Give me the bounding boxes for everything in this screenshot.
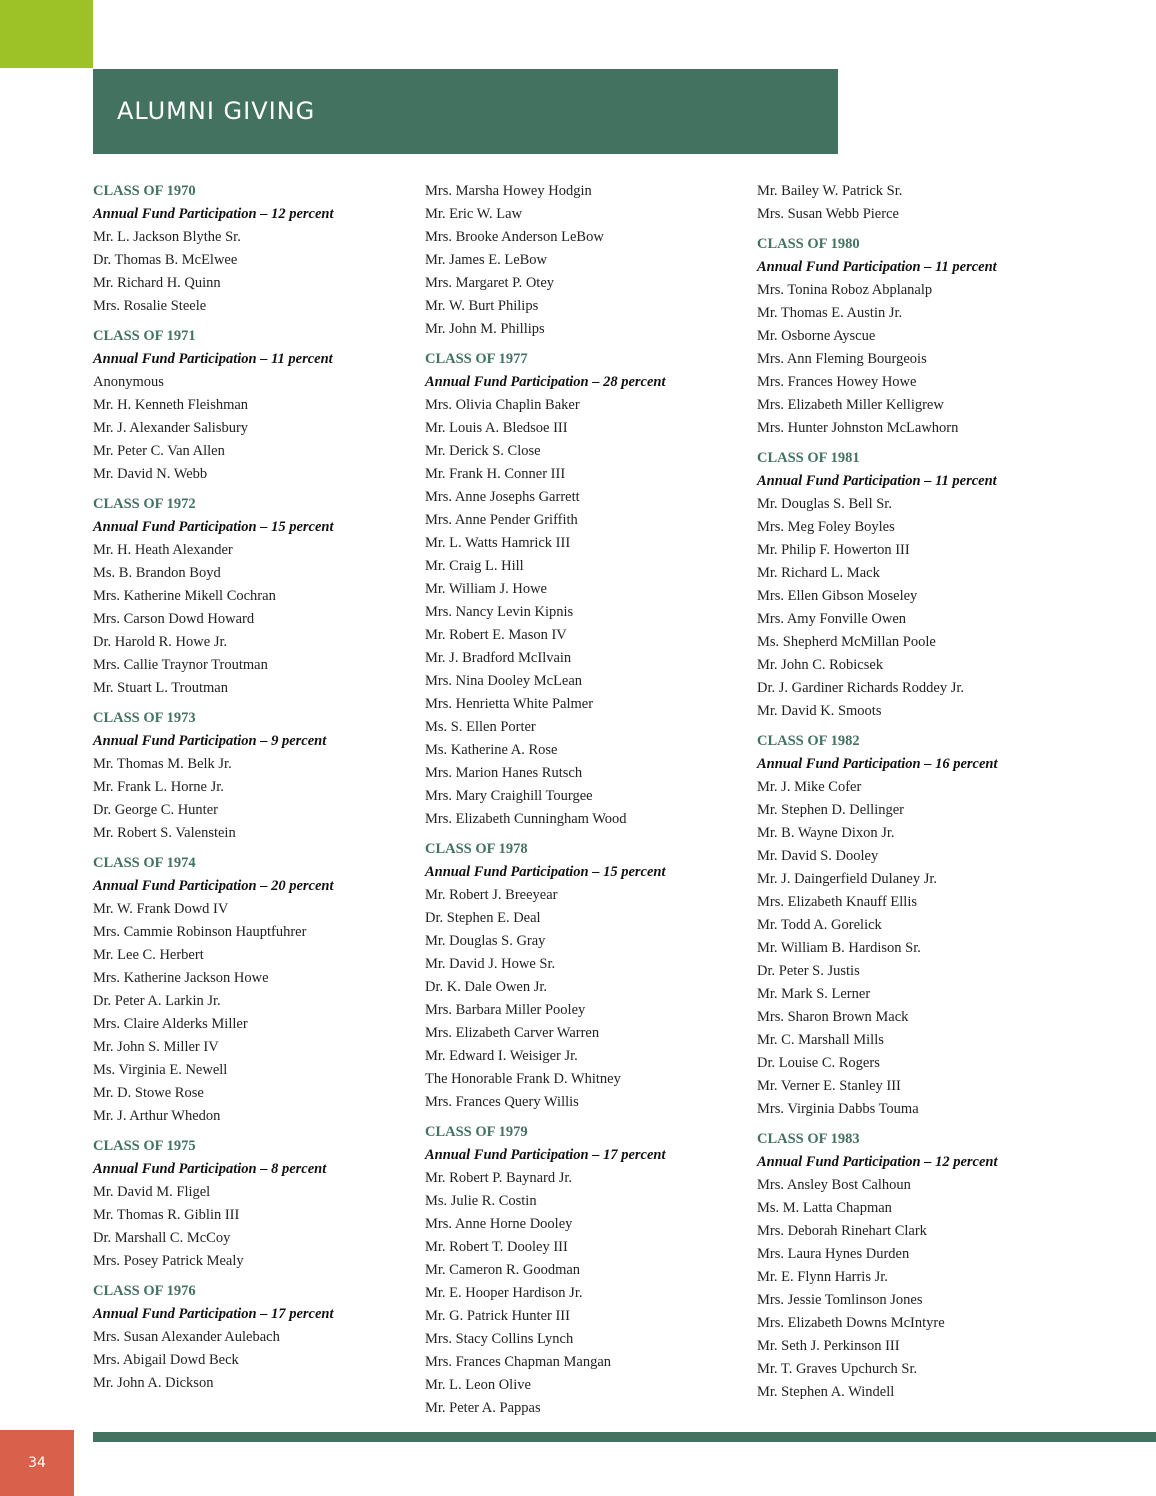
donor-name: Mr. Osborne Ayscue	[757, 328, 876, 344]
donor-name: Dr. Harold R. Howe Jr.	[93, 634, 228, 650]
class-block	[93, 493, 413, 700]
class-heading: CLASS OF 1976	[93, 1283, 196, 1299]
donor-name: Ms. Katherine A. Rose	[425, 742, 558, 758]
donor-name: Mr. H. Heath Alexander	[93, 542, 233, 558]
donor-name: Mrs. Jessie Tomlinson Jones	[757, 1292, 923, 1308]
corner-accent-block	[0, 0, 93, 68]
donor-name: Mrs. Cammie Robinson Hauptfuhrer	[93, 924, 307, 940]
donor-name: Mrs. Katherine Mikell Cochran	[93, 588, 276, 604]
donor-name: Dr. Marshall C. McCoy	[93, 1230, 231, 1246]
donor-name: Mrs. Mary Craighill Tourgee	[425, 788, 593, 804]
column-1	[93, 180, 413, 1402]
donor-name: Mrs. Elizabeth Knauff Ellis	[757, 894, 918, 910]
donor-name: Mrs. Susan Alexander Aulebach	[93, 1329, 280, 1345]
donor-name: Mr. D. Stowe Rose	[93, 1085, 204, 1101]
class-block	[757, 233, 1077, 440]
donor-name: Mr. John C. Robicsek	[757, 657, 884, 673]
donor-name: Mr. Robert S. Valenstein	[93, 825, 236, 841]
donor-name: Dr. Peter A. Larkin Jr.	[93, 993, 221, 1009]
donor-name: Mr. H. Kenneth Fleishman	[93, 397, 249, 413]
donor-name: Dr. Peter S. Justis	[757, 963, 860, 979]
donor-name: Mr. B. Wayne Dixon Jr.	[757, 825, 895, 841]
donor-name: Mrs. Elizabeth Carver Warren	[425, 1025, 600, 1041]
class-block	[93, 1280, 413, 1395]
donor-name: Mrs. Frances Query Willis	[425, 1094, 579, 1110]
class-heading: CLASS OF 1974	[93, 855, 196, 871]
donor-name: Mr. Mark S. Lerner	[757, 986, 871, 1002]
donor-name: Mr. Cameron R. Goodman	[425, 1262, 581, 1278]
donor-name: Mr. Peter C. Van Allen	[93, 443, 225, 459]
donor-name: The Honorable Frank D. Whitney	[425, 1071, 621, 1087]
donor-name: Mr. Frank H. Conner III	[425, 466, 566, 482]
class-heading: CLASS OF 1972	[93, 496, 196, 512]
donor-name: Ms. Shepherd McMillan Poole	[757, 634, 936, 650]
class-heading: CLASS OF 1980	[757, 236, 860, 252]
donor-name: Mr. William B. Hardison Sr.	[757, 940, 921, 956]
donor-name: Mr. Philip F. Howerton III	[757, 542, 910, 558]
class-heading: CLASS OF 1973	[93, 710, 196, 726]
donor-name: Mrs. Tonina Roboz Abplanalp	[757, 282, 933, 298]
class-heading: CLASS OF 1983	[757, 1131, 860, 1147]
donor-name: Mr. Bailey W. Patrick Sr.	[757, 183, 903, 199]
donor-name: Mrs. Deborah Rinehart Clark	[757, 1223, 927, 1239]
donor-name: Mr. Todd A. Gorelick	[757, 917, 882, 933]
donor-name: Mr. John M. Phillips	[425, 321, 545, 337]
column-2	[425, 180, 745, 1427]
donor-name: Mr. Richard H. Quinn	[93, 275, 221, 291]
donor-name: Mrs. Ann Fleming Bourgeois	[757, 351, 927, 367]
participation-rate: Annual Fund Participation – 12 percent	[93, 206, 334, 222]
class-heading: CLASS OF 1975	[93, 1138, 196, 1154]
participation-rate: Annual Fund Participation – 28 percent	[425, 374, 666, 390]
donor-name: Ms. M. Latta Chapman	[757, 1200, 892, 1216]
donor-name: Mr. James E. LeBow	[425, 252, 548, 268]
donor-name: Mr. John A. Dickson	[93, 1375, 214, 1391]
donor-name: Mrs. Meg Foley Boyles	[757, 519, 895, 535]
class-heading: CLASS OF 1971	[93, 328, 196, 344]
donor-name: Mrs. Elizabeth Cunningham Wood	[425, 811, 627, 827]
donor-name: Mrs. Margaret P. Otey	[425, 275, 555, 291]
donor-name: Mrs. Anne Pender Griffith	[425, 512, 578, 528]
class-heading: CLASS OF 1982	[757, 733, 860, 749]
donor-name: Mrs. Katherine Jackson Howe	[93, 970, 269, 986]
participation-rate: Annual Fund Participation – 8 percent	[93, 1161, 327, 1177]
donor-name: Mrs. Virginia Dabbs Touma	[757, 1101, 919, 1117]
class-block	[425, 180, 745, 341]
donor-name: Mr. Verner E. Stanley III	[757, 1078, 901, 1094]
donor-name: Ms. Virginia E. Newell	[93, 1062, 228, 1078]
column-3	[757, 180, 1077, 1411]
donor-name: Mr. Craig L. Hill	[425, 558, 524, 574]
class-block	[425, 838, 745, 1114]
donor-name: Mrs. Elizabeth Miller Kelligrew	[757, 397, 944, 413]
donor-name: Ms. B. Brandon Boyd	[93, 565, 221, 581]
class-block	[93, 852, 413, 1128]
donor-name: Mrs. Ellen Gibson Moseley	[757, 588, 918, 604]
donor-name: Mrs. Rosalie Steele	[93, 298, 207, 314]
donor-name: Mrs. Marion Hanes Rutsch	[425, 765, 583, 781]
class-block	[425, 1121, 745, 1420]
class-heading: CLASS OF 1977	[425, 351, 528, 367]
participation-rate: Annual Fund Participation – 9 percent	[93, 733, 327, 749]
donor-name: Mr. Seth J. Perkinson III	[757, 1338, 900, 1354]
donor-name: Mr. J. Alexander Salisbury	[93, 420, 249, 436]
donor-name: Mrs. Olivia Chaplin Baker	[425, 397, 580, 413]
donor-name: Mr. Robert E. Mason IV	[425, 627, 567, 643]
participation-rate: Annual Fund Participation – 15 percent	[93, 519, 334, 535]
donor-name: Mrs. Nina Dooley McLean	[425, 673, 583, 689]
donor-name: Mr. Eric W. Law	[425, 206, 523, 222]
class-heading: CLASS OF 1979	[425, 1124, 528, 1140]
donor-name: Mr. Thomas M. Belk Jr.	[93, 756, 232, 772]
donor-name: Mr. T. Graves Upchurch Sr.	[757, 1361, 918, 1377]
donor-name: Mrs. Laura Hynes Durden	[757, 1246, 910, 1262]
donor-name: Mrs. Barbara Miller Pooley	[425, 1002, 586, 1018]
donor-name: Mr. Thomas R. Giblin III	[93, 1207, 240, 1223]
donor-name: Dr. Louise C. Rogers	[757, 1055, 880, 1071]
participation-rate: Annual Fund Participation – 15 percent	[425, 864, 666, 880]
donor-name: Mrs. Nancy Levin Kipnis	[425, 604, 574, 620]
donor-name: Mr. W. Frank Dowd IV	[93, 901, 229, 917]
donor-name: Dr. J. Gardiner Richards Roddey Jr.	[757, 680, 964, 696]
class-block	[93, 325, 413, 486]
donor-name: Mrs. Claire Alderks Miller	[93, 1016, 248, 1032]
donor-name: Mr. Robert P. Baynard Jr.	[425, 1170, 573, 1186]
donor-name: Mr. David K. Smoots	[757, 703, 882, 719]
class-heading: CLASS OF 1981	[757, 450, 860, 466]
class-block	[93, 1135, 413, 1273]
participation-rate: Annual Fund Participation – 16 percent	[757, 756, 998, 772]
donor-name: Mr. David S. Dooley	[757, 848, 879, 864]
donor-name: Mrs. Sharon Brown Mack	[757, 1009, 909, 1025]
class-block	[757, 447, 1077, 723]
class-block	[93, 707, 413, 845]
donor-name: Mr. Douglas S. Gray	[425, 933, 546, 949]
donor-name: Mrs. Frances Howey Howe	[757, 374, 917, 390]
donor-name: Mrs. Hunter Johnston McLawhorn	[757, 420, 959, 436]
participation-rate: Annual Fund Participation – 17 percent	[425, 1147, 666, 1163]
donor-name: Mrs. Henrietta White Palmer	[425, 696, 594, 712]
donor-name: Mr. David N. Webb	[93, 466, 208, 482]
donor-name: Mr. E. Flynn Harris Jr.	[757, 1269, 888, 1285]
participation-rate: Annual Fund Participation – 17 percent	[93, 1306, 334, 1322]
donor-name: Mr. W. Burt Philips	[425, 298, 539, 314]
donor-name: Mr. L. Jackson Blythe Sr.	[93, 229, 241, 245]
participation-rate: Annual Fund Participation – 11 percent	[757, 473, 997, 489]
class-block	[93, 180, 413, 318]
donor-name: Mrs. Brooke Anderson LeBow	[425, 229, 604, 245]
donor-name: Mr. Stuart L. Troutman	[93, 680, 228, 696]
donor-name: Mr. Edward I. Weisiger Jr.	[425, 1048, 578, 1064]
participation-rate: Annual Fund Participation – 11 percent	[757, 259, 997, 275]
donor-name: Mrs. Frances Chapman Mangan	[425, 1354, 612, 1370]
donor-name: Mrs. Anne Horne Dooley	[425, 1216, 573, 1232]
donor-name: Dr. Thomas B. McElwee	[93, 252, 238, 268]
donor-name: Mr. E. Hooper Hardison Jr.	[425, 1285, 583, 1301]
donor-name: Mr. Lee C. Herbert	[93, 947, 204, 963]
donor-name: Mr. John S. Miller IV	[93, 1039, 219, 1055]
donor-name: Mrs. Callie Traynor Troutman	[93, 657, 268, 673]
donor-name: Mrs. Marsha Howey Hodgin	[425, 183, 592, 199]
donor-name: Mrs. Anne Josephs Garrett	[425, 489, 580, 505]
donor-name: Mr. William J. Howe	[425, 581, 547, 597]
donor-name: Mrs. Stacy Collins Lynch	[425, 1331, 574, 1347]
donor-name: Mr. Louis A. Bledsoe III	[425, 420, 568, 436]
footer-rule	[93, 1432, 1156, 1442]
participation-rate: Annual Fund Participation – 11 percent	[93, 351, 333, 367]
page-title: ALUMNI GIVING	[117, 97, 316, 125]
section-title-bar	[93, 69, 838, 154]
donor-name: Mr. Stephen A. Windell	[757, 1384, 895, 1400]
donor-name: Mr. Robert T. Dooley III	[425, 1239, 568, 1255]
class-block	[425, 348, 745, 831]
donor-name: Mr. Douglas S. Bell Sr.	[757, 496, 892, 512]
page-number: 34	[0, 1430, 74, 1496]
donor-name: Mrs. Susan Webb Pierce	[757, 206, 899, 222]
donor-name: Mr. Robert J. Breeyear	[425, 887, 558, 903]
class-block	[757, 730, 1077, 1121]
class-block	[757, 1128, 1077, 1404]
donor-name: Ms. Julie R. Costin	[425, 1193, 537, 1209]
donor-name: Mr. L. Leon Olive	[425, 1377, 531, 1393]
donor-name: Mr. David J. Howe Sr.	[425, 956, 556, 972]
donor-name: Mr. Thomas E. Austin Jr.	[757, 305, 903, 321]
participation-rate: Annual Fund Participation – 20 percent	[93, 878, 334, 894]
donor-name: Dr. K. Dale Owen Jr.	[425, 979, 548, 995]
class-block	[757, 180, 1077, 226]
donor-name: Ms. S. Ellen Porter	[425, 719, 536, 735]
donor-name: Mrs. Posey Patrick Mealy	[93, 1253, 244, 1269]
class-heading: CLASS OF 1970	[93, 183, 196, 199]
donor-name: Mr. David M. Fligel	[93, 1184, 211, 1200]
donor-name: Mr. J. Mike Cofer	[757, 779, 862, 795]
donor-name: Mr. C. Marshall Mills	[757, 1032, 884, 1048]
donor-name: Mr. J. Daingerfield Dulaney Jr.	[757, 871, 938, 887]
donor-name: Mrs. Amy Fonville Owen	[757, 611, 907, 627]
donor-name: Mr. G. Patrick Hunter III	[425, 1308, 570, 1324]
donor-name: Mr. L. Watts Hamrick III	[425, 535, 571, 551]
donor-name: Mr. Derick S. Close	[425, 443, 541, 459]
donor-name: Mr. Peter A. Pappas	[425, 1400, 541, 1416]
class-heading: CLASS OF 1978	[425, 841, 528, 857]
donor-name: Anonymous	[93, 374, 164, 390]
donor-name: Mrs. Elizabeth Downs McIntyre	[757, 1315, 945, 1331]
donor-name: Mr. J. Arthur Whedon	[93, 1108, 221, 1124]
donor-name: Mrs. Ansley Bost Calhoun	[757, 1177, 911, 1193]
donor-name: Mr. Stephen D. Dellinger	[757, 802, 904, 818]
participation-rate: Annual Fund Participation – 12 percent	[757, 1154, 998, 1170]
donor-name: Mr. Richard L. Mack	[757, 565, 880, 581]
donor-name: Dr. Stephen E. Deal	[425, 910, 541, 926]
donor-name: Mrs. Abigail Dowd Beck	[93, 1352, 239, 1368]
donor-name: Mr. J. Bradford McIlvain	[425, 650, 572, 666]
donor-name: Mrs. Carson Dowd Howard	[93, 611, 255, 627]
donor-name: Mr. Frank L. Horne Jr.	[93, 779, 224, 795]
donor-name: Dr. George C. Hunter	[93, 802, 218, 818]
